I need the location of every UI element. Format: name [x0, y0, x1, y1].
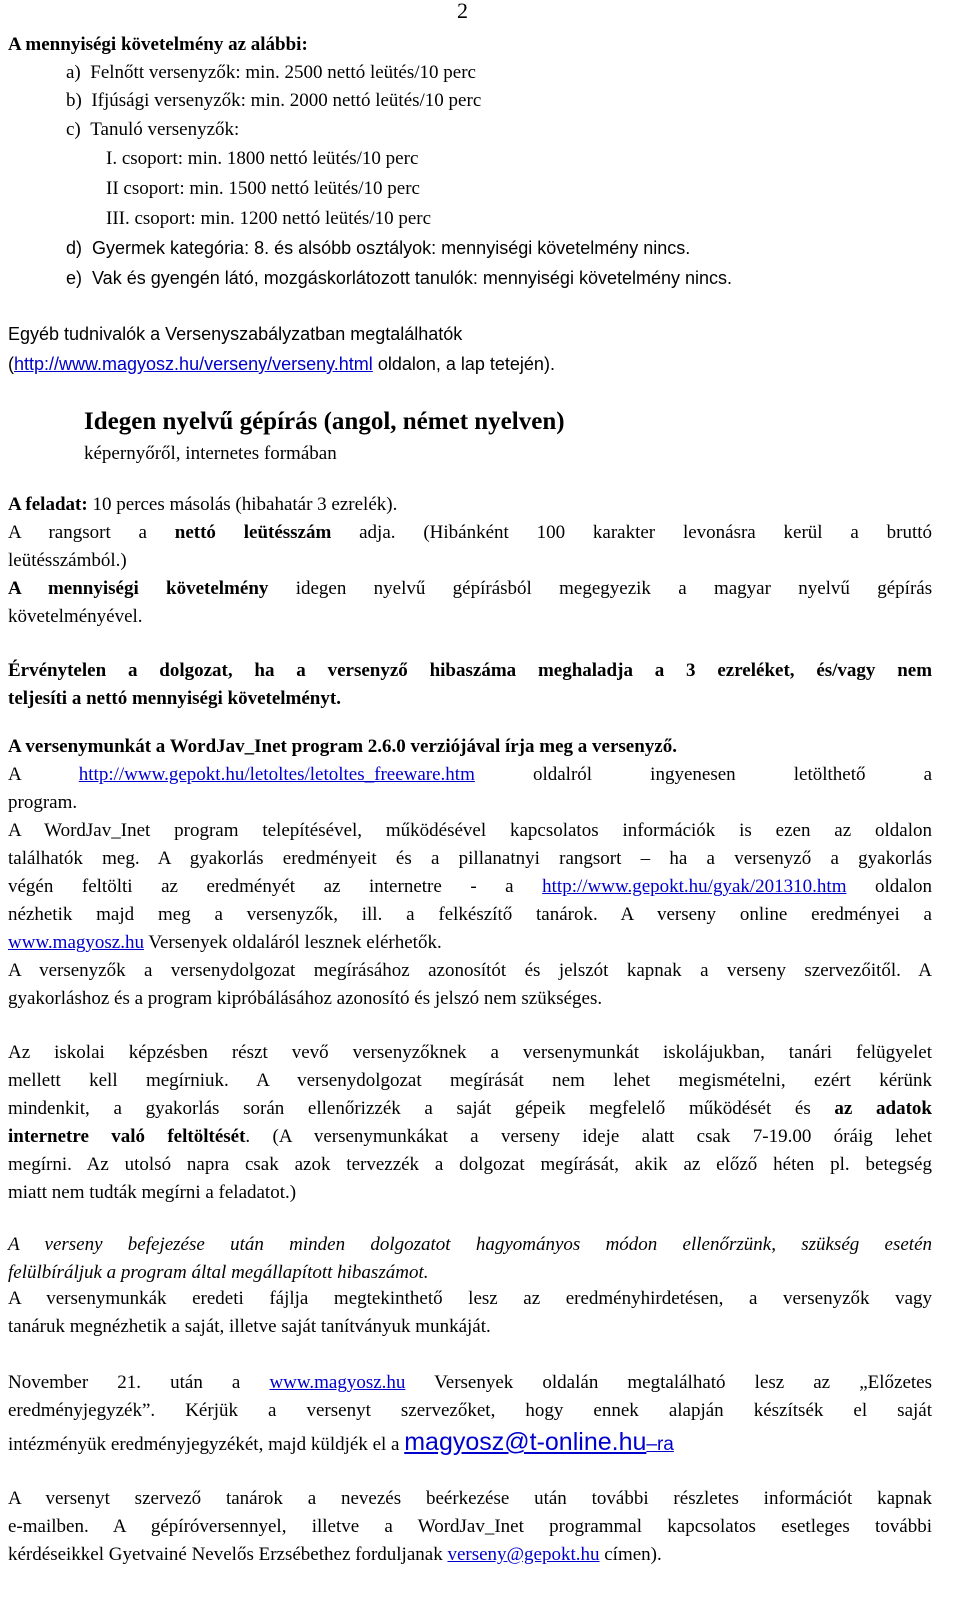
rank-word: kerül: [783, 522, 823, 543]
download-word: A: [8, 764, 21, 785]
req-item-b: b) Ifjúsági versenyzők: min. 2000 nettó leütés/10 perc: [66, 90, 482, 111]
invalid-word: és/vagy: [816, 660, 876, 681]
invalid-line-1: [8, 660, 932, 682]
info-text: Versenyek oldaláról lesznek elérhetők.: [143, 932, 442, 953]
rules-line-2: [8, 354, 555, 375]
school-text: . (A versenymunkákat a verseny ideje alatt csak 7-19.00 óráig lehet: [245, 1126, 932, 1147]
rank-word: levonásra: [682, 522, 756, 543]
req-word: nyelvű: [798, 578, 850, 599]
info-text: végén feltölti az eredményét az internetre - a: [8, 876, 543, 897]
invalid-word: hibaszáma: [429, 660, 517, 681]
login-line-1: A versenyzők a versenydolgozat megírásához azonosítót és jelszót kapnak a verseny szervezőitől. A: [8, 960, 932, 981]
invalid-word: ha: [254, 660, 275, 681]
rank-line-1: [8, 522, 932, 544]
orig-line-2: tanáruk megnézhetik a saját, illetve saját tanítványuk munkáját.: [8, 1316, 491, 1337]
final-line-2: e-mailben. A gépíróversennyel, illetve a WordJav_Inet programmal kapcsolatos esetleges további: [8, 1516, 932, 1537]
school-line-1: Az iskolai képzésben részt vevő versenyzőknek a versenymunkát iskolájukban, tanári felügyelet: [8, 1042, 932, 1063]
invalid-word: 3: [686, 660, 696, 681]
req-item-e: e) Vak és gyengén látó, mozgáskorlátozott tanulók: mennyiségi követelmény nincs.: [66, 268, 733, 288]
invalid-word: dolgozat,: [159, 660, 233, 681]
req-bold-term: A mennyiségi követelmény: [8, 578, 269, 599]
orig-line-1: A versenymunkák eredeti fájlja megtekinthető lesz az eredményhirdetésen, a versenyzők vagy: [8, 1288, 932, 1309]
rank-word: a: [850, 522, 859, 543]
req-word: gépírás: [877, 578, 933, 599]
rules-line-2-rest: oldalon, a lap tetején).: [372, 354, 555, 374]
rank-word: karakter: [592, 522, 656, 543]
info-line-5: [8, 932, 442, 954]
invalid-word: a: [654, 660, 665, 681]
req-item-c3: III. csoport: min. 1200 nettó leütés/10 perc: [106, 208, 432, 229]
nov-text: Versenyek oldalán megtalálható lesz az „Előzetes: [405, 1372, 932, 1393]
email-suffix: –ra: [646, 1434, 674, 1455]
info-line-3: [8, 876, 932, 898]
req-word: a: [678, 578, 687, 599]
school-text: mindenkit, a gyakorlás során ellenőrizzék a saját gépeik megfelelő működését és: [8, 1098, 835, 1119]
school-line-6: miatt nem tudták megírni a feladatot.): [8, 1182, 297, 1203]
school-bold: az adatok: [834, 1098, 932, 1119]
school-line-2: mellett kell megírniuk. A versenydolgozat megírását nem lehet megismételni, ezért kérünk: [8, 1070, 932, 1091]
invalid-word: Érvénytelen: [8, 660, 107, 681]
req-item-a: a) Felnőtt versenyzők: min. 2500 nettó leütés/10 perc: [66, 62, 476, 83]
download-word: ingyenesen: [650, 764, 736, 785]
req-word: megegyezik: [559, 578, 651, 599]
rank-word: (Hibánként: [423, 522, 509, 543]
invalid-line-2: teljesíti a nettó mennyiségi követelményt.: [8, 688, 341, 709]
info-text: oldalon: [846, 876, 933, 897]
invalid-word: nem: [897, 660, 933, 681]
invalid-word: versenyző: [327, 660, 408, 681]
req-word: nyelvű: [373, 578, 426, 599]
req-item-c: c) Tanuló versenyzők:: [66, 119, 240, 140]
nov-line-1: [8, 1372, 932, 1394]
req-item-d: d) Gyermek kategória: 8. és alsóbb osztályok: mennyiségi követelmény nincs.: [66, 238, 691, 258]
school-line-5: megírni. Az utolsó napra csak azok tervezzék a dolgozat megírását, akik az előző héten pl. betegség: [8, 1154, 932, 1175]
req-sentence-line-2: követelményével.: [8, 606, 143, 627]
magyosz-link[interactable]: www.magyosz.hu: [269, 1372, 406, 1393]
school-line-4: [8, 1126, 932, 1148]
req-word: gépírásból: [452, 578, 532, 599]
download-line-1: [8, 764, 932, 786]
page-number: 2: [457, 0, 468, 23]
req-item-c2: II csoport: min. 1500 nettó leütés/10 perc: [106, 178, 420, 199]
download-word: a: [923, 764, 933, 785]
rank-word: rangsort: [48, 522, 111, 543]
req-word: idegen: [295, 578, 347, 599]
requirements-title: A mennyiségi követelmény az alábbi:: [8, 34, 308, 55]
download-word: oldalról: [532, 764, 593, 785]
nov-line-2: eredményjegyzék”. Kérjük a versenyt szervezőket, hogy ennek alapján készítsék el saját: [8, 1400, 932, 1421]
req-item-c1: I. csoport: min. 1800 nettó leütés/10 perc: [106, 148, 419, 169]
section-subtitle: képernyőről, internetes formában: [84, 443, 337, 464]
rank-line-2: leütésszámból.): [8, 550, 127, 571]
invalid-word: a: [296, 660, 306, 681]
nov-text: intézményük eredményjegyzékét, majd küldjék el a: [8, 1434, 405, 1455]
rules-link[interactable]: http://www.magyosz.hu/verseny/verseny.html: [14, 354, 373, 374]
info-line-2: találhatók meg. A gyakorlás eredményeit és a pillanatnyi rangsort – ha a versenyző a gyakorlás: [8, 848, 932, 869]
italic-line-1: A verseny befejezése után minden dolgozatot hagyományos módon ellenőrzünk, szükség esetén: [8, 1234, 932, 1255]
rules-paren: (: [8, 354, 14, 374]
rank-bold-term: nettó leütésszám: [174, 522, 332, 543]
task-text: 10 perces másolás (hibahatár 3 ezrelék).: [87, 494, 398, 515]
final-line-3: [8, 1544, 662, 1566]
italic-line-2: felülbíráljuk a program által megállapított hibaszámot.: [8, 1262, 429, 1283]
program-line: A versenymunkát a WordJav_Inet program 2.6.0 verziójával írja meg a versenyző.: [8, 736, 677, 757]
info-line-4: nézhetik majd meg a versenyzők, ill. a felkészítő tanárok. A verseny online eredményei a: [8, 904, 932, 925]
invalid-word: a: [127, 660, 138, 681]
download-link[interactable]: http://www.gepokt.hu/letoltes/letoltes_freeware.htm: [78, 764, 475, 785]
verseny-email-link[interactable]: verseny@gepokt.hu: [447, 1544, 600, 1565]
download-word: letölthető: [793, 764, 866, 785]
magyosz-link[interactable]: www.magyosz.hu: [8, 932, 144, 953]
rank-word: bruttó: [886, 522, 933, 543]
task-line: [8, 494, 397, 516]
info-line-1: A WordJav_Inet program telepítésével, működésével kapcsolatos információk is ezen az oldalon: [8, 820, 932, 841]
nov-line-3: [8, 1428, 674, 1457]
school-bold: internetre való feltöltését: [8, 1126, 246, 1147]
rank-word: adja.: [359, 522, 396, 543]
rank-word: A: [8, 522, 21, 543]
rank-word: a: [138, 522, 147, 543]
practice-link[interactable]: http://www.gepokt.hu/gyak/201310.htm: [542, 876, 847, 897]
login-line-2: gyakorláshoz és a program kipróbálásához azonosító és jelszó nem szükséges.: [8, 988, 603, 1009]
rank-word: 100: [536, 522, 566, 543]
download-line-2: program.: [8, 792, 78, 813]
rules-line-1: Egyéb tudnivalók a Versenyszabályzatban megtalálhatók: [8, 324, 463, 344]
req-word: magyar: [713, 578, 771, 599]
final-line-1: A versenyt szervező tanárok a nevezés beérkezése után további részletes információt kapnak: [8, 1488, 932, 1509]
invalid-word: ezreléket,: [717, 660, 795, 681]
nov-text: November 21. után a: [8, 1372, 270, 1393]
final-text: kérdéseikkel Gyetvainé Nevelős Erzsébethez forduljanak: [8, 1544, 448, 1565]
email-link[interactable]: magyosz@t-online.hu: [404, 1428, 647, 1456]
task-label: A feladat:: [8, 494, 88, 515]
school-line-3: [8, 1098, 932, 1120]
final-text: címen).: [599, 1544, 662, 1565]
req-sentence-line-1: [8, 578, 932, 600]
section-title: Idegen nyelvű gépírás (angol, német nyelven): [84, 408, 565, 435]
invalid-word: meghaladja: [537, 660, 633, 681]
